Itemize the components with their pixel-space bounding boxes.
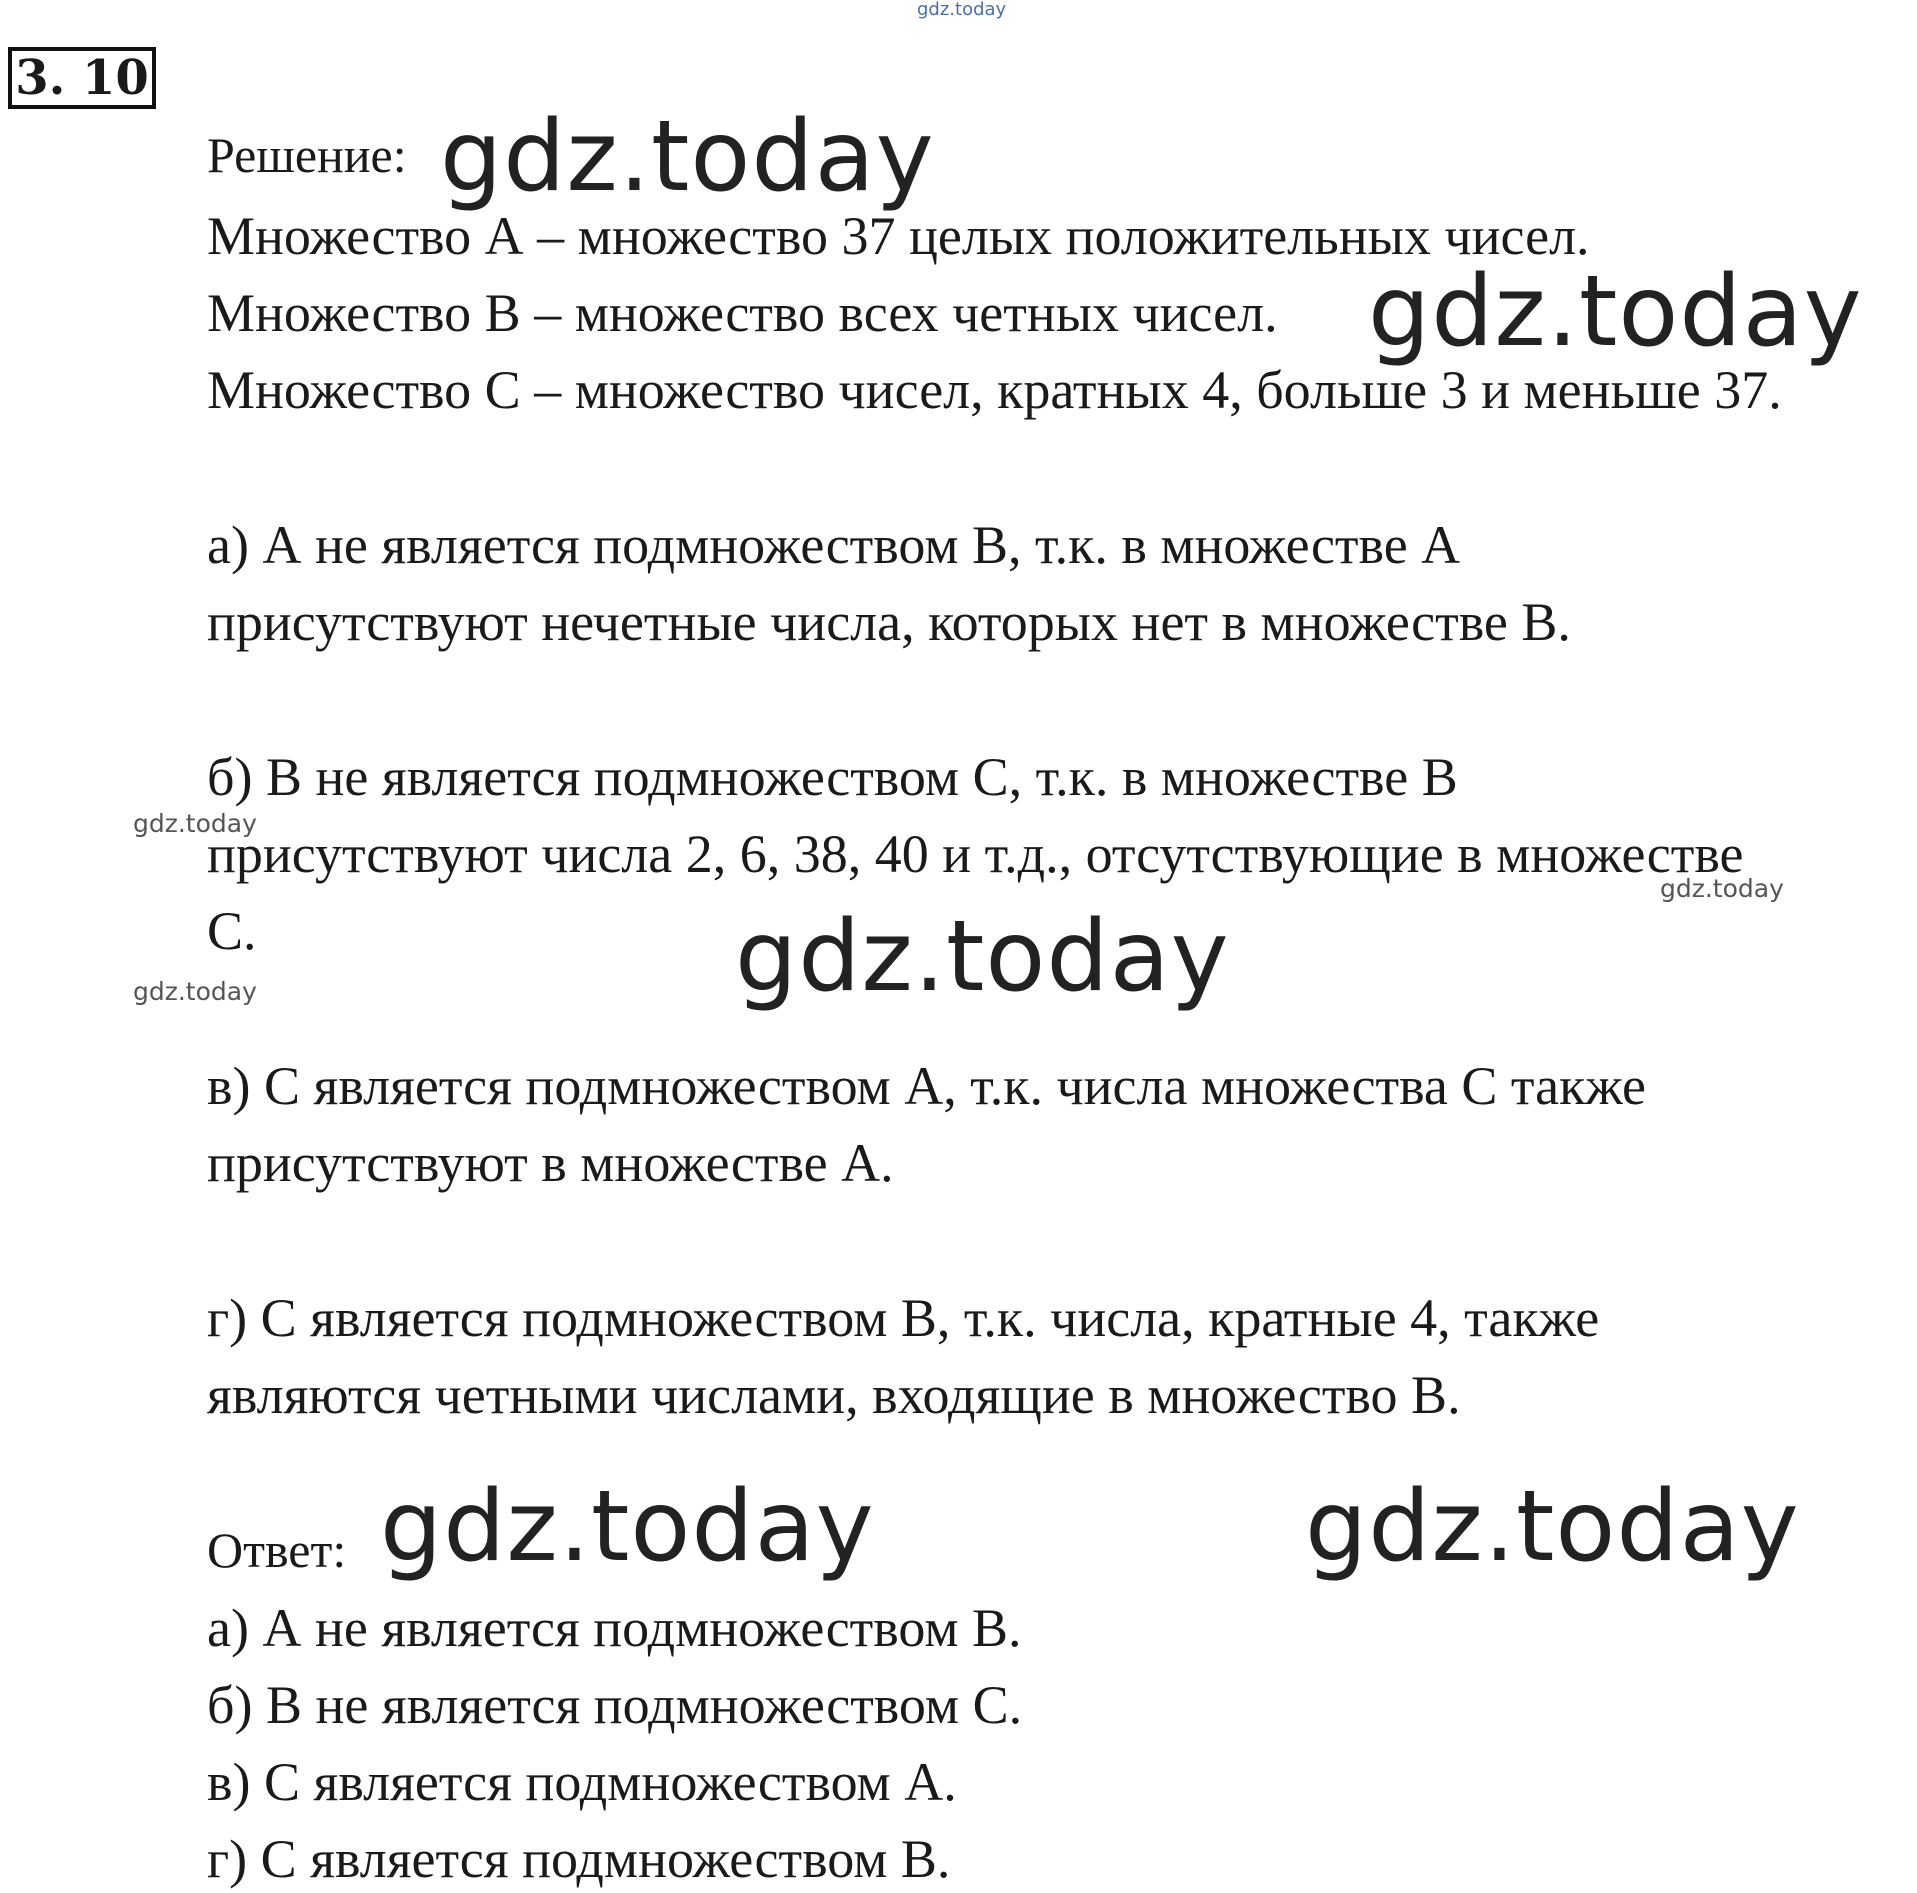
answer-line-d: г) С является подмножеством В. [207,1829,951,1889]
top-watermark: gdz.today [917,0,1007,20]
answer-label: Ответ: [207,1522,347,1578]
item-b-line-1: б) В не является подмножеством С, т.к. в множестве В [207,747,1458,807]
item-b-line-2: присутствуют числа 2, 6, 38, 40 и т.д., отсутствующие в множестве [207,824,1744,884]
answer-line-b: б) В не является подмножеством С. [207,1675,1023,1735]
answer-line-c: в) С является подмножеством А. [207,1752,957,1812]
watermark-big: gdz.today [380,1470,875,1584]
item-d-line-2: являются четными числами, входящие в множество В. [207,1365,1461,1425]
watermark-big: gdz.today [440,100,935,214]
watermark-big: gdz.today [1305,1470,1800,1584]
definition-c: Множество С – множество чисел, кратных 4, больше 3 и меньше 37. [207,360,1782,420]
definition-b: Множество В – множество всех четных чисел. [207,283,1278,343]
item-b-line-3: С. [207,901,257,961]
item-a-line-2: присутствуют нечетные числа, которых нет в множестве В. [207,592,1571,652]
solution-label: Решение: [207,127,407,183]
item-a-line-1: а) А не является подмножеством В, т.к. в множестве А [207,515,1461,575]
item-c-line-1: в) С является подмножеством А, т.к. числа множества С также [207,1056,1646,1116]
watermark-small: gdz.today [1660,874,1784,903]
answer-line-a: а) А не является подмножеством В. [207,1598,1022,1658]
watermark-small: gdz.today [133,809,257,838]
definition-a: Множество А – множество 37 целых положительных чисел. [207,206,1590,266]
watermark-big: gdz.today [1368,255,1863,369]
watermark-big: gdz.today [735,900,1230,1014]
item-d-line-1: г) С является подмножеством В, т.к. числа, кратные 4, также [207,1288,1600,1348]
problem-number: 3. 10 [8,47,156,109]
watermark-small: gdz.today [133,977,257,1006]
item-c-line-2: присутствуют в множестве А. [207,1133,894,1193]
